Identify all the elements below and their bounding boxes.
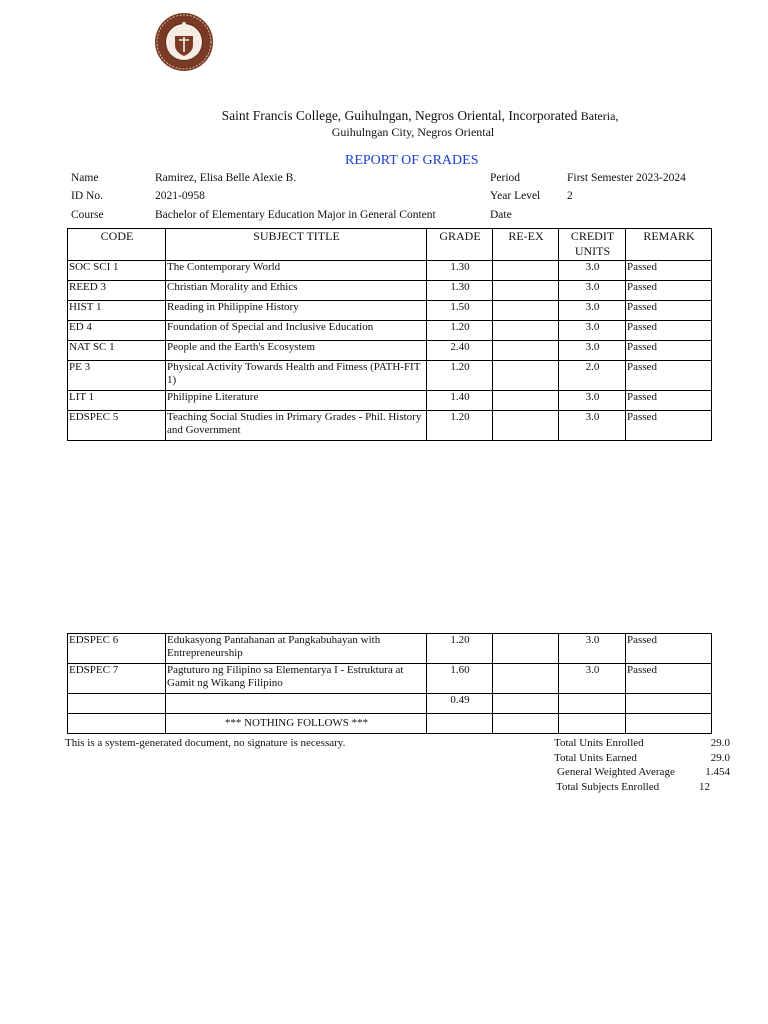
nothing-follows-text: *** NOTHING FOLLOWS *** — [166, 714, 427, 734]
grade-cell: 1.20 — [427, 361, 493, 391]
remark-cell: Passed — [626, 341, 712, 361]
grade-cell: 1.20 — [427, 321, 493, 341]
summary-label-subjects-enrolled: Total Subjects Enrolled — [556, 781, 660, 793]
year-level-value: 2 — [567, 190, 573, 202]
remark-cell: Passed — [626, 634, 712, 664]
table-row — [68, 664, 712, 694]
re-ex-cell — [493, 261, 559, 281]
re-ex-cell — [493, 341, 559, 361]
credit-units-cell: 3.0 — [559, 321, 626, 341]
summary-value-units-enrolled: 29.0 — [710, 737, 730, 749]
table-cell — [166, 694, 427, 714]
grade-cell: 1.60 — [427, 664, 493, 694]
remark-cell: Passed — [626, 281, 712, 301]
subject-title-cell: Christian Morality and Ethics — [166, 281, 427, 301]
table-cell — [626, 694, 712, 714]
credit-units-cell: 3.0 — [559, 391, 626, 411]
college-seal-logo — [154, 12, 214, 72]
table-cell — [427, 714, 493, 734]
header-code: CODE — [68, 229, 166, 261]
re-ex-cell — [493, 361, 559, 391]
grades-table-continued-body — [68, 634, 712, 694]
name-value: Ramirez, Elisa Belle Alexie B. — [155, 172, 297, 184]
year-level-label: Year Level — [490, 190, 541, 202]
code-cell: REED 3 — [68, 281, 166, 301]
table-row — [68, 341, 712, 361]
name-label: Name — [71, 172, 99, 184]
re-ex-cell — [493, 664, 559, 694]
table-cell — [559, 694, 626, 714]
code-cell: HIST 1 — [68, 301, 166, 321]
table-header-row — [68, 229, 712, 261]
subject-title-cell: Physical Activity Towards Health and Fitness (PATH-FIT 1) — [166, 361, 427, 391]
re-ex-cell — [493, 391, 559, 411]
grades-table — [67, 228, 712, 441]
subject-title-cell: Edukasyong Pantahanan at Pangkabuhayan with Entrepreneurship — [166, 634, 427, 664]
summary-label-gwa: General Weighted Average — [557, 766, 675, 778]
table-row — [68, 321, 712, 341]
table-row — [68, 281, 712, 301]
credit-units-cell: 3.0 — [559, 341, 626, 361]
table-row — [68, 411, 712, 441]
grade-cell: 1.20 — [427, 634, 493, 664]
subject-title-cell: Foundation of Special and Inclusive Education — [166, 321, 427, 341]
remark-cell: Passed — [626, 411, 712, 441]
course-value: Bachelor of Elementary Education Major in General Content — [155, 209, 436, 221]
course-label: Course — [71, 209, 104, 221]
summary-value-gwa: 1.454 — [705, 766, 730, 778]
re-ex-cell — [493, 281, 559, 301]
header-credit-units — [559, 229, 626, 261]
report-title: REPORT OF GRADES — [345, 153, 479, 168]
extra-grade-cell: 0.49 — [427, 694, 493, 714]
re-ex-cell — [493, 634, 559, 664]
table-cell — [626, 714, 712, 734]
grade-cell: 1.50 — [427, 301, 493, 321]
summary-label-units-earned: Total Units Earned — [554, 752, 637, 764]
remark-cell: Passed — [626, 321, 712, 341]
re-ex-cell — [493, 411, 559, 441]
code-cell: EDSPEC 6 — [68, 634, 166, 664]
subject-title-cell: Philippine Literature — [166, 391, 427, 411]
table-row — [68, 361, 712, 391]
table-cell — [493, 714, 559, 734]
grade-cell: 2.40 — [427, 341, 493, 361]
code-cell: NAT SC 1 — [68, 341, 166, 361]
code-cell: ED 4 — [68, 321, 166, 341]
totals-row — [68, 694, 712, 714]
header-credit-line1: CREDIT — [570, 229, 615, 243]
code-cell: EDSPEC 5 — [68, 411, 166, 441]
grade-cell: 1.30 — [427, 261, 493, 281]
table-row — [68, 391, 712, 411]
credit-units-cell: 3.0 — [559, 301, 626, 321]
table-cell — [68, 714, 166, 734]
code-cell: SOC SCI 1 — [68, 261, 166, 281]
credit-units-cell: 3.0 — [559, 664, 626, 694]
credit-units-cell: 3.0 — [559, 281, 626, 301]
code-cell: EDSPEC 7 — [68, 664, 166, 694]
id-value: 2021-0958 — [155, 190, 205, 202]
table-row — [68, 634, 712, 664]
grades-table-body — [68, 261, 712, 441]
credit-units-cell: 3.0 — [559, 261, 626, 281]
subject-title-cell: The Contemporary World — [166, 261, 427, 281]
remark-cell: Passed — [626, 361, 712, 391]
credit-units-cell: 2.0 — [559, 361, 626, 391]
header-grade: GRADE — [427, 229, 493, 261]
summary-value-units-earned: 29.0 — [710, 752, 730, 764]
remark-cell: Passed — [626, 301, 712, 321]
subject-title-cell: Pagtuturo ng Filipino sa Elementarya I - Estruktura at Gamit ng Wikang Filipino — [166, 664, 427, 694]
header-credit-line2: UNITS — [574, 244, 611, 258]
header-remark: REMARK — [626, 229, 712, 261]
credit-units-cell: 3.0 — [559, 411, 626, 441]
school-name — [0, 108, 768, 124]
remark-cell: Passed — [626, 391, 712, 411]
school-name-suffix: Bateria, — [580, 109, 619, 123]
table-cell — [68, 694, 166, 714]
grade-cell: 1.40 — [427, 391, 493, 411]
period-label: Period — [490, 172, 521, 184]
subject-title-cell: Teaching Social Studies in Primary Grades - Phil. History and Government — [166, 411, 427, 441]
table-row — [68, 301, 712, 321]
credit-units-cell: 3.0 — [559, 634, 626, 664]
re-ex-cell — [493, 301, 559, 321]
grade-cell: 1.20 — [427, 411, 493, 441]
re-ex-cell — [493, 321, 559, 341]
remark-cell: Passed — [626, 261, 712, 281]
grades-table-continued — [67, 633, 712, 734]
summary-label-units-enrolled: Total Units Enrolled — [554, 737, 644, 749]
header-subject-title: SUBJECT TITLE — [166, 229, 427, 261]
subject-title-cell: People and the Earth's Ecosystem — [166, 341, 427, 361]
school-name-text: Saint Francis College, Guihulngan, Negros Oriental, Incorporated — [221, 108, 578, 123]
grade-cell: 1.30 — [427, 281, 493, 301]
period-value: First Semester 2023-2024 — [567, 172, 686, 184]
date-label: Date — [490, 209, 512, 221]
table-cell — [559, 714, 626, 734]
code-cell: LIT 1 — [68, 391, 166, 411]
system-generated-note: This is a system-generated document, no signature is necessary. — [65, 737, 346, 749]
remark-cell: Passed — [626, 664, 712, 694]
nothing-follows-row — [68, 714, 712, 734]
school-address: Guihulngan City, Negros Oriental — [331, 125, 495, 139]
id-label: ID No. — [71, 190, 103, 202]
subject-title-cell: Reading in Philippine History — [166, 301, 427, 321]
header-re-ex: RE-EX — [493, 229, 559, 261]
table-row — [68, 261, 712, 281]
summary-value-subjects-enrolled: 12 — [699, 781, 710, 793]
code-cell: PE 3 — [68, 361, 166, 391]
table-cell — [493, 694, 559, 714]
